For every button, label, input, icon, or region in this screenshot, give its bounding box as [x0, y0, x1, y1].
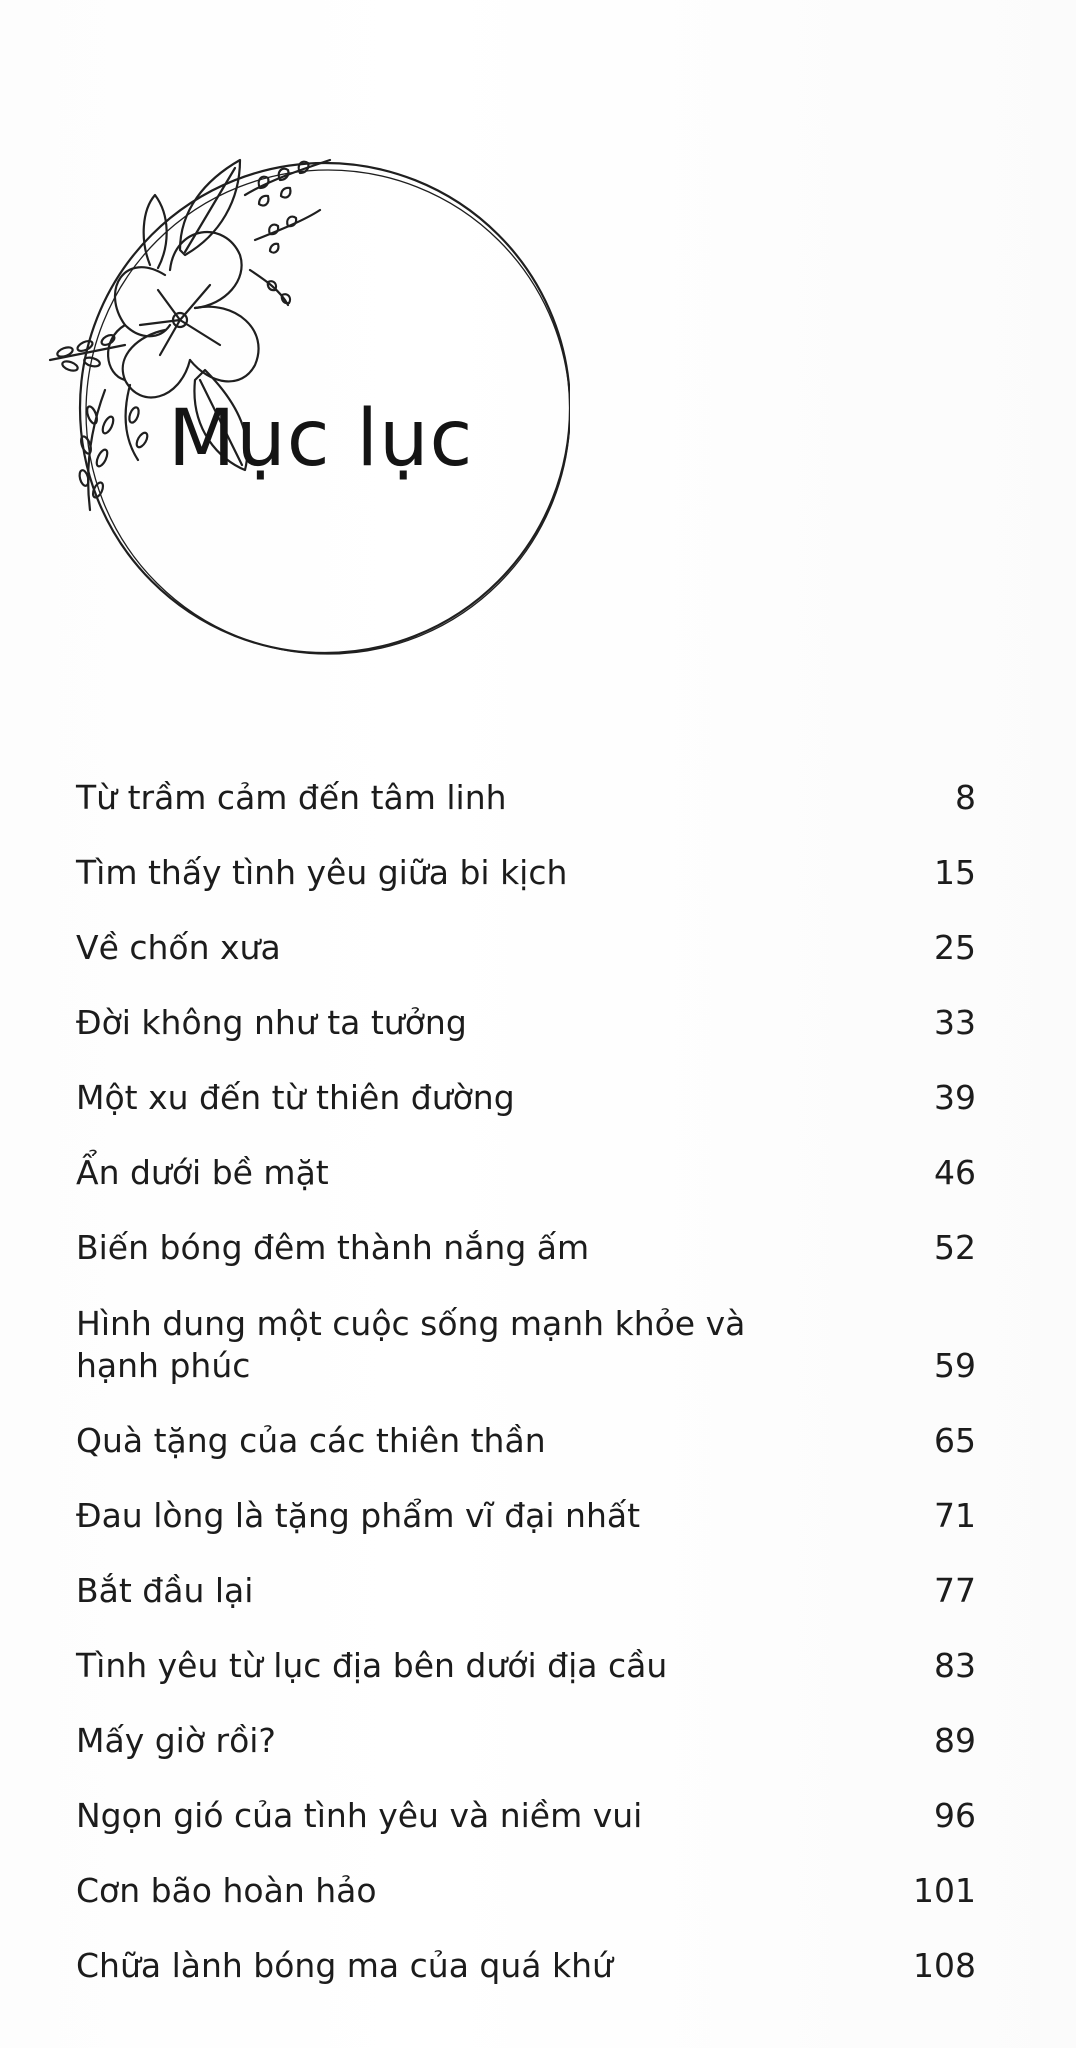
toc-entry[interactable] [76, 1551, 976, 1626]
toc-entry[interactable] [76, 833, 976, 908]
toc-entry-page: 46 [934, 1153, 976, 1192]
toc-entry-title: Biến bóng đêm thành nắng ấm [76, 1228, 590, 1267]
toc-entry-title: Một xu đến từ thiên đường [76, 1078, 515, 1117]
toc-entry-page: 8 [955, 778, 976, 817]
toc-entry-title: Ẩn dưới bề mặt [76, 1153, 329, 1192]
toc-entry-title: Ngọn gió của tình yêu và niềm vui [76, 1796, 643, 1835]
toc-entry[interactable] [76, 1926, 976, 2001]
toc-entry-title: Cơn bão hoàn hảo [76, 1871, 377, 1910]
toc-entry-page: 108 [913, 1946, 976, 1985]
toc-entry-page: 39 [934, 1078, 976, 1117]
table-of-contents [76, 758, 976, 2001]
toc-entry-page: 33 [934, 1003, 976, 1042]
toc-entry[interactable] [76, 1133, 976, 1208]
toc-entry[interactable] [76, 1701, 976, 1776]
toc-entry[interactable] [76, 983, 976, 1058]
toc-entry-title: Bắt đầu lại [76, 1571, 254, 1610]
toc-entry[interactable] [76, 1776, 976, 1851]
toc-entry-title: Tình yêu từ lục địa bên dưới địa cầu [76, 1646, 668, 1685]
toc-entry[interactable] [76, 1401, 976, 1476]
toc-entry[interactable] [76, 1283, 976, 1401]
toc-entry-page: 96 [934, 1796, 976, 1835]
toc-entry-title: Quà tặng của các thiên thần [76, 1421, 546, 1460]
toc-entry-page: 59 [934, 1346, 976, 1385]
toc-entry-page: 65 [934, 1421, 976, 1460]
toc-entry-title: Hình dung một cuộc sống mạnh khỏe và hạnh phúc [76, 1304, 746, 1385]
toc-entry[interactable] [76, 1476, 976, 1551]
toc-entry[interactable] [76, 1626, 976, 1701]
toc-entry-title: Đời không như ta tưởng [76, 1003, 467, 1042]
toc-entry-page: 52 [934, 1228, 976, 1267]
toc-entry-page: 83 [934, 1646, 976, 1685]
toc-entry-page: 101 [913, 1871, 976, 1910]
toc-entry[interactable] [76, 1851, 976, 1926]
toc-entry-page: 25 [934, 928, 976, 967]
toc-entry-title: Tìm thấy tình yêu giữa bi kịch [76, 853, 568, 892]
toc-entry[interactable] [76, 908, 976, 983]
page-title: Mục lục [168, 394, 474, 484]
toc-entry-page: 71 [934, 1496, 976, 1535]
toc-entry-title: Đau lòng là tặng phẩm vĩ đại nhất [76, 1496, 641, 1535]
toc-entry-title: Từ trầm cảm đến tâm linh [76, 778, 507, 817]
toc-entry[interactable] [76, 1058, 976, 1133]
toc-entry[interactable] [76, 758, 976, 833]
toc-entry-page: 77 [934, 1571, 976, 1610]
toc-entry-title: Mấy giờ rồi? [76, 1721, 276, 1760]
toc-entry[interactable] [76, 1208, 976, 1283]
toc-entry-title: Về chốn xưa [76, 928, 281, 967]
toc-entry-title: Chữa lành bóng ma của quá khứ [76, 1946, 613, 1985]
toc-entry-page: 89 [934, 1721, 976, 1760]
toc-entry-page: 15 [934, 853, 976, 892]
